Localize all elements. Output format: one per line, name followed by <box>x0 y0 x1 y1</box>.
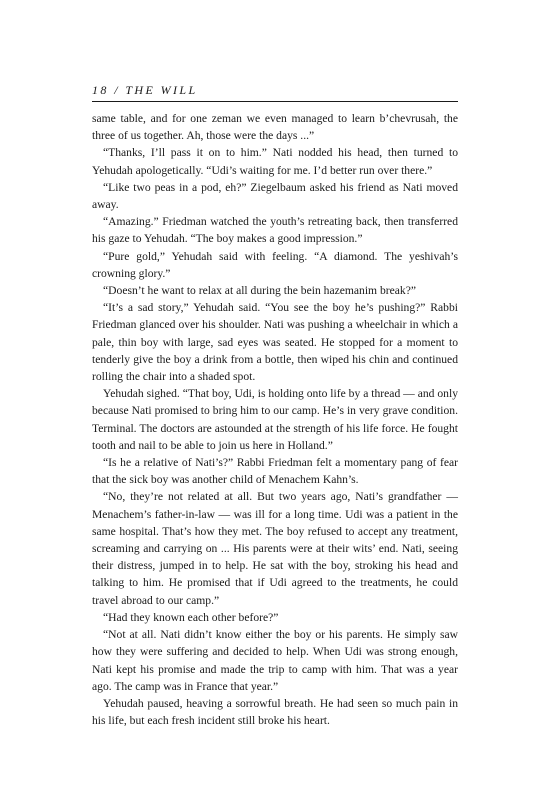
paragraph-10: “No, they’re not related at all. But two years ago, Nati’s grandfather — Menachem’s father-in-law — was ill for a long time. Udi was a patient in the same hospital. That’s how they met. The boy refused to accept any treatment, screaming and carrying on ... His parents were at their wits’ end. Nati, seeing their distress, jumped in to help. He sat with the boy, stroking his head and talking to him. He promised that if Udi agreed to the treatments, he could travel abroad to our camp.” <box>92 490 458 607</box>
paragraph-1: same table, and for one zeman we even managed to learn b’chevrusah, the three of us together. Ah, those were the days ...” <box>92 112 458 143</box>
paragraph-11: “Had they known each other before?” <box>103 610 279 624</box>
paragraph-12: “Not at all. Nati didn’t know either the boy or his parents. He simply saw how they were suffering and decided to help. When Udi was strong enough, Nati kept his promise and made the trip to camp with him. That was a year ago. The camp was in France that year.” <box>92 628 458 693</box>
paragraph-4: “Amazing.” Friedman watched the youth’s retreating back, then transferred his gaze to Yehudah. “The boy makes a good impression.” <box>92 215 458 246</box>
paragraph-9: “Is he a relative of Nati’s?” Rabbi Friedman felt a momentary pang of fear that the sick boy was another child of Menachem Kahn’s. <box>92 456 458 487</box>
paragraph-13: Yehudah paused, heaving a sorrowful breath. He had seen so much pain in his life, but each fresh incident still broke his heart. <box>92 696 458 728</box>
running-head: 18 / THE WILL <box>92 83 198 97</box>
header-rule <box>92 101 458 102</box>
body-text <box>92 110 458 729</box>
paragraph-5: “Pure gold,” Yehudah said with feeling. “A diamond. The yeshivah’s crowning glory.” <box>92 249 458 280</box>
paragraph-3: “Like two peas in a pod, eh?” Ziegelbaum asked his friend as Nati moved away. <box>92 180 458 212</box>
paragraph-7: “It’s a sad story,” Yehudah said. “You see the boy he’s pushing?” Rabbi Friedman glanced over his shoulder. Nati was pushing a wheelchair in which a pale, thin boy with large, sad eyes was seated. He stopped for a moment to tenderly give the boy a drink from a bottle, then wiped his chin and continued rolling the chair into a shaded spot. <box>92 301 458 384</box>
paragraph-6: “Doesn’t he want to relax at all during the bein hazemanim break?” <box>103 284 417 298</box>
paragraph-8: Yehudah sighed. “That boy, Udi, is holding onto life by a thread — and only because Nati promised to bring him to our camp. He’s in very grave condition. Terminal. The doctors are astounded at the strength of his life force. He fought tooth and nail to be able to join us here in Holland.” <box>92 387 458 452</box>
paragraph-2: “Thanks, I’ll pass it on to him.” Nati nodded his head, then turned to Yehudah apologetically. “Udi’s waiting for me. I’d better run over there.” <box>92 146 458 177</box>
